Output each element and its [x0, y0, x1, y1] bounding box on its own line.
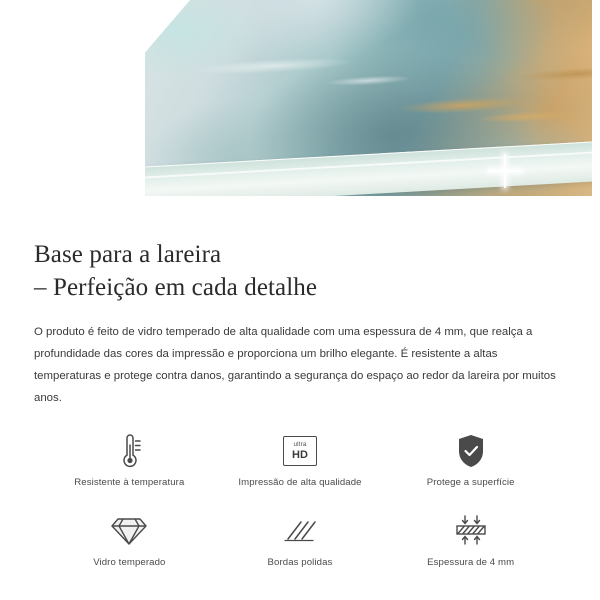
headline-line-1: Base para a lareira	[34, 241, 222, 268]
footer-spacer	[34, 583, 566, 593]
ultra-hd-icon	[283, 431, 317, 471]
shield-check-icon	[454, 431, 488, 471]
description-paragraph: O produto é feito de vidro temperado de alta qualidade com uma espessura de 4 mm, que realça a profundidade das cores da impressão e proporciona um brilho elegante. É resistente a altas temperaturas e protege contra danos, garantindo a segurança do espaço ao redor da lareira por muitos anos.	[34, 325, 556, 405]
feature-item-surface-protection	[385, 431, 556, 503]
page-title	[34, 238, 566, 305]
feature-item-tempered-glass	[44, 511, 215, 583]
feature-label: Resistente à temperatura	[74, 477, 185, 489]
ultra-hd-badge-bottom: HD	[292, 448, 308, 461]
diamond-icon	[111, 511, 147, 551]
hero-image	[0, 0, 600, 222]
feature-item-temperature-resistant	[44, 431, 215, 503]
feature-label: Bordas polidas	[267, 557, 333, 569]
hero-left-fill	[0, 0, 145, 222]
feature-label: Protege a superfície	[426, 477, 515, 489]
feature-grid	[34, 431, 566, 583]
thickness-4mm-icon	[451, 511, 491, 551]
polished-edges-icon	[282, 511, 318, 551]
hero-right-fill	[592, 0, 600, 222]
thermometer-icon	[114, 431, 144, 471]
hero-bottom-fill	[0, 196, 600, 222]
feature-label: Impressão de alta qualidade	[238, 477, 362, 489]
feature-item-print-quality	[215, 431, 386, 503]
feature-item-thickness	[385, 511, 556, 583]
headline-line-2: – Perfeição em cada detalhe	[34, 274, 318, 302]
feature-item-polished-edges	[215, 511, 386, 583]
ultra-hd-badge-top: ultra	[293, 441, 307, 449]
feature-label: Vidro temperado	[93, 557, 166, 569]
content-area	[0, 238, 600, 593]
feature-label: Espessura de 4 mm	[427, 557, 515, 569]
